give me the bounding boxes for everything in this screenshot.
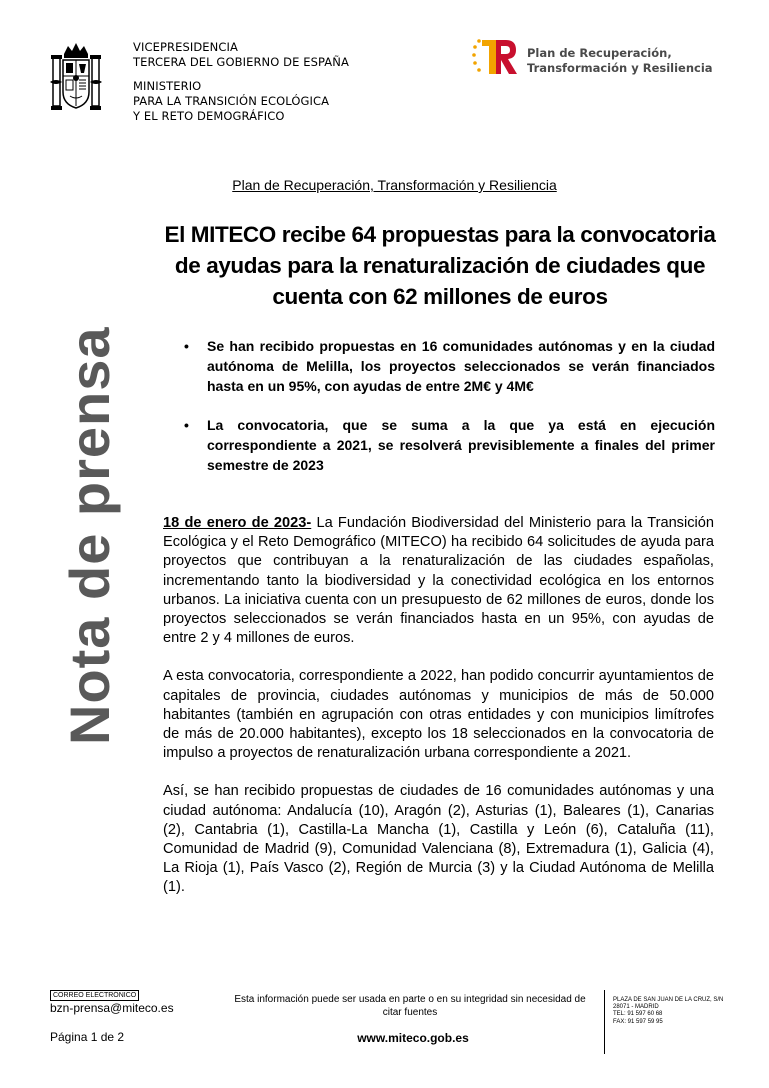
paragraph-text: La Fundación Biodiversidad del Ministerio para la Transición Ecológica y el Reto Demográfico (MITECO) ha recibido 64 solicitudes de ayuda para proyectos que contribuyan a la renaturalización de las ciudades españolas, incrementando tanto la biodiversidad y la conectividad ecológica en los entornos urbanos. La iniciativa cuenta con un presupuesto de 62 millones de euros, donde los proyectos seleccionados se verán financiados hasta en un 95%, con ayudas de entre 2 y 4 millones de euros.: [163, 515, 714, 647]
body-paragraph: Así, se han recibido propuestas de ciudades de 16 comunidades autónomas y una ciudad autónoma: Andalucía (10), Aragón (2), Asturias (1), Baleares (1), Canarias (2), Cantabria (1), Castilla-La Mancha (1), Castilla y León (6), Cataluña (11), Comunidad de Madrid (9), Comunidad Valenciana (8), Extremadura (1), Galicia (4), La Rioja (1), País Vasco (2), Región de Murcia (3) y la Ciudad Autónoma de Melilla (1).: [163, 783, 714, 896]
dateline: 18 de enero de 2023-: [163, 515, 312, 531]
prtr-logo-icon: [470, 38, 518, 78]
summary-bullet-text: Se han recibido propuestas en 16 comunidades autónomas y en la ciudad autónoma de Melilla, los proyectos seleccionados se verán financiados hasta en un 95%, con ayudas de entre 2M€ y 4M€: [207, 338, 715, 394]
address-line: PLAZA DE SAN JUAN DE LA CRUZ, S/N: [613, 997, 724, 1003]
prtr-logo-text: [527, 46, 713, 76]
prtr-logo-line: Transformación y Resiliencia: [527, 61, 713, 75]
summary-bullet-text: La convocatoria, que se suma a la que ya está en ejecución correspondiente a 2021, se resolverá previsiblemente a finales del primer semestre de 2023: [207, 417, 715, 473]
ministry-line: PARA LA TRANSICIÓN ECOLÓGICA: [133, 94, 330, 108]
government-line: TERCERA DEL GOBIERNO DE ESPAÑA: [133, 55, 349, 69]
body-text: [163, 514, 714, 917]
address-line: TEL: 91 597 60 68: [613, 1011, 663, 1018]
government-header: [133, 40, 349, 124]
body-paragraph: [163, 514, 714, 648]
summary-bullet: [180, 336, 715, 396]
bullet-icon: •: [184, 417, 189, 433]
press-email-link[interactable]: bzn-prensa@miteco.es: [50, 1001, 174, 1015]
press-release-title: El MITECO recibe 64 propuestas para la convocatoria de ayudas para la renaturalización de ciudades que cuenta con 62 millones de euros: [164, 222, 716, 309]
usage-disclaimer: Esta información puede ser usada en parte o en su integridad sin necesidad de citar fuentes: [234, 994, 586, 1018]
ministry-address: [613, 997, 723, 1026]
address-line: 28071 - MADRID: [613, 1004, 659, 1011]
vertical-label: Nota de prensa: [58, 326, 121, 745]
section-link[interactable]: Plan de Recuperación, Transformación y Resiliencia: [232, 177, 557, 193]
government-line: VICEPRESIDENCIA: [133, 40, 238, 54]
address-line: FAX: 91 597 59 95: [613, 1018, 663, 1025]
ministry-line: MINISTERIO: [133, 79, 202, 93]
bullet-icon: •: [184, 338, 189, 354]
email-label: CORREO ELECTRÓNICO: [50, 990, 139, 1001]
ministry-line: Y EL RETO DEMOGRÁFICO: [133, 109, 285, 123]
website-link[interactable]: www.miteco.gob.es: [357, 1031, 469, 1045]
summary-bullet: [180, 415, 715, 475]
coat-of-arms-icon: [50, 40, 102, 118]
body-paragraph: A esta convocatoria, correspondiente a 2022, han podido concurrir ayuntamientos de capitales de provincia, ciudades autónomas y municipios de más de 50.000 habitantes (también en agrupación con otras entidades y con municipios limítrofes de más de 20.000 habitantes), excepto los 18 seleccionados en la convocatoria de impulso a proyectos de renaturalización urbana correspondiente a 2021.: [163, 668, 714, 762]
summary-bullets: [180, 336, 715, 494]
page-number: Página 1 de 2: [50, 1030, 125, 1044]
prtr-logo-line: Plan de Recuperación,: [527, 46, 672, 60]
